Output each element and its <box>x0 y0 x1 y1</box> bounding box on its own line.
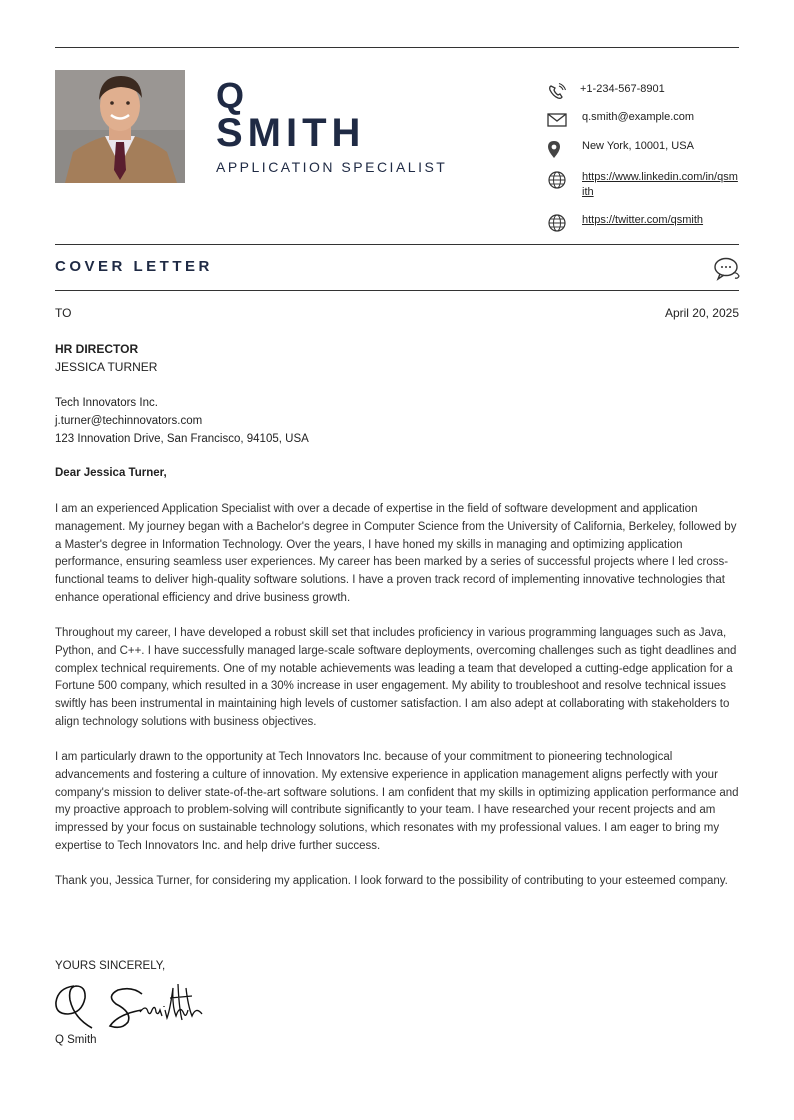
body-paragraph: Throughout my career, I have developed a robust skill set that includes proficiency in various programming languages such as Java, Python, and C++. I have successfully managed large-scale software deployments, overcoming challenges such as tight deadlines and complex technical requirements. One of my notable achievements was leading a team that developed a cutting-edge application for a Fortune 500 company, which resulted in a 30% increase in user engagement. My ability to troubleshoot and resolve technical issues swiftly has been instrumental in maintaining high levels of customer satisfaction. I am also adept at collaborating with stakeholders to align technology solutions with business objectives. <box>55 627 737 728</box>
letter-date: April 20, 2025 <box>664 306 739 320</box>
linkedin-link[interactable]: https://www.linkedin.com/in/qsmith <box>582 171 738 198</box>
top-divider <box>55 47 739 48</box>
contact-address <box>546 139 739 159</box>
closing: YOURS SINCERELY, <box>55 960 166 972</box>
body-paragraph: I am particularly drawn to the opportunity at Tech Innovators Inc. because of your commitment to pioneering technological advancements and fostering a culture of innovation. My extensive experience in application management aligns perfectly with your company's mission to deliver state-of-the-art software solutions. I am confident that my skills in optimizing application performance and my proactive approach to problem-solving will contribute significantly to your team. I have researched your recent projects and am impressed by your focus on sustainable technology solutions, which resonates with my professional values. I am eager to bring my expertise to Tech Innovators Inc. and help drive further success. <box>55 751 739 852</box>
contact-twitter <box>546 213 739 233</box>
company-address: 123 Innovation Drive, San Francisco, 94105, USA <box>55 433 309 445</box>
recipient-name: JESSICA TURNER <box>55 360 158 374</box>
globe-icon <box>546 170 568 190</box>
section-divider-bottom <box>55 290 739 291</box>
address-text: New York, 10001, USA <box>582 140 694 152</box>
recipient-title: HR DIRECTOR <box>55 342 139 356</box>
profile-photo <box>55 70 185 183</box>
to-label: TO <box>55 306 72 320</box>
body-paragraph: I am an experienced Application Specialist with over a decade of expertise in the field of software development and application management. My journey began with a Bachelor's degree in Computer Science from the University of California, Berkeley, followed by a Master's degree in Information Technology. Over the years, I have honed my skills in managing and optimizing application performance, ensuring seamless user experiences. My career has been marked by a series of successful projects where I led cross-functional teams to deliver high-quality software solutions. I have a proven track record of implementing innovative technologies that enhance operational efficiency and drive business growth. <box>55 503 737 604</box>
signer-name: Q Smith <box>55 1034 97 1046</box>
contact-linkedin <box>546 170 739 200</box>
first-name: Q <box>216 75 248 116</box>
email-address[interactable]: q.smith@example.com <box>582 111 695 123</box>
phone-number: +1-234-567-8901 <box>580 83 665 95</box>
body-paragraph: Thank you, Jessica Turner, for considering my application. I look forward to the possibility of contributing to your esteemed company. <box>55 875 728 887</box>
job-title: APPLICATION SPECIALIST <box>216 159 448 175</box>
phone-icon <box>546 82 568 102</box>
section-title: COVER LETTER <box>55 258 213 275</box>
chat-bubble-icon <box>713 256 741 282</box>
company-name: Tech Innovators Inc. <box>55 397 158 409</box>
contact-email <box>546 110 739 130</box>
globe-icon <box>546 213 568 233</box>
section-divider-top <box>55 244 739 245</box>
location-pin-icon <box>546 139 568 159</box>
salutation: Dear Jessica Turner, <box>55 467 167 479</box>
company-email: j.turner@techinnovators.com <box>55 415 203 427</box>
last-name: SMITH <box>216 111 366 155</box>
signature <box>52 980 212 1035</box>
twitter-link[interactable]: https://twitter.com/qsmith <box>582 214 704 226</box>
envelope-icon <box>546 110 568 130</box>
contact-phone <box>546 82 739 102</box>
